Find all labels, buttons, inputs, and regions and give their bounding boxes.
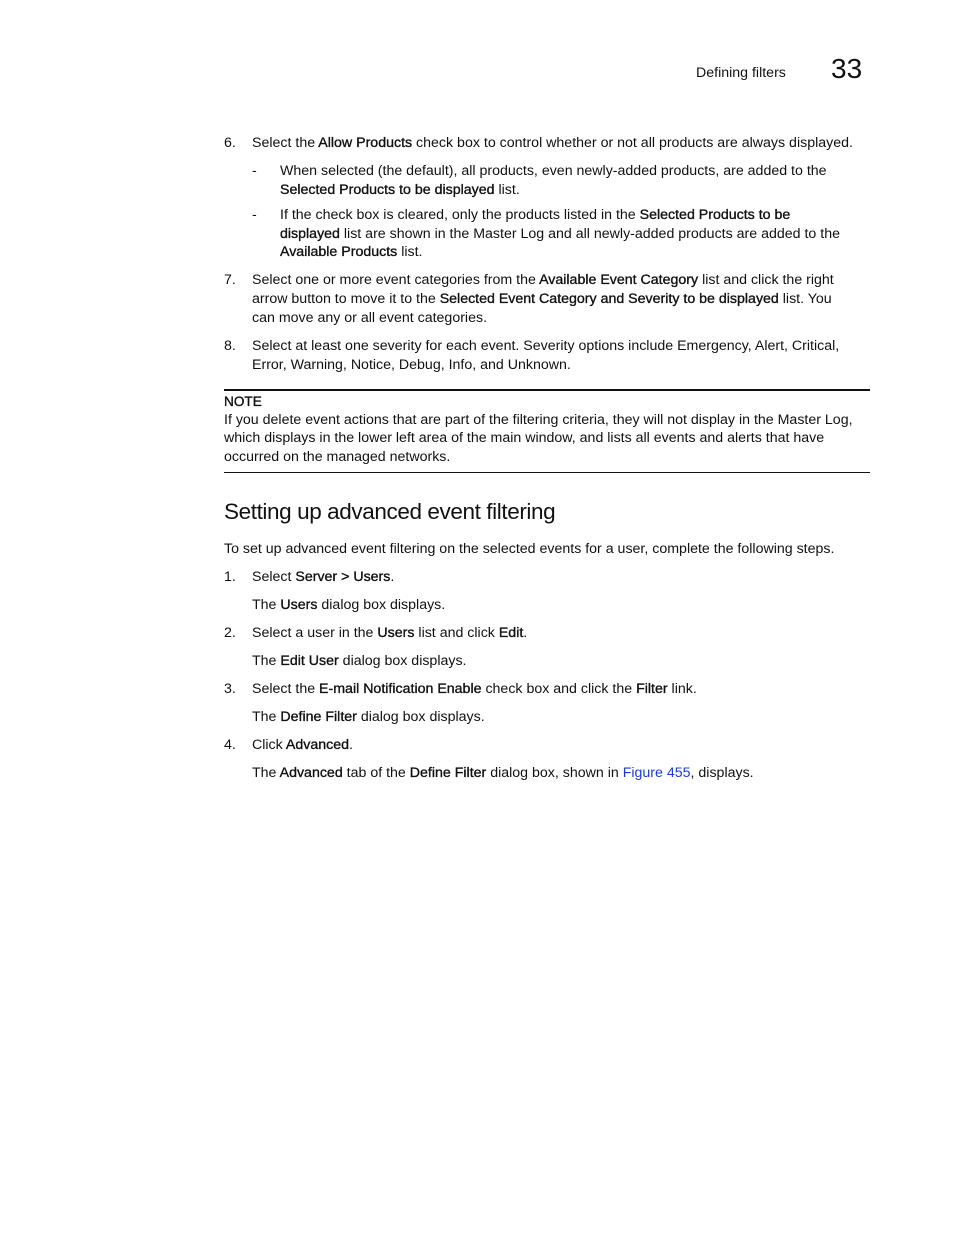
running-header-section-title: Defining filters bbox=[696, 65, 786, 81]
step-result: The Advanced tab of the Define Filter dialog box, shown in Figure 455, displays. bbox=[252, 765, 754, 781]
note-text: occurred on the managed networks. bbox=[224, 449, 451, 465]
note-title: NOTE bbox=[224, 394, 262, 409]
chapter-number: 33 bbox=[831, 53, 863, 84]
step-text: Select one or more event categories from the Available Event Category list and click the right bbox=[252, 272, 834, 288]
note-text: If you delete event actions that are part of the filtering criteria, they will not display in the Master Log, bbox=[224, 412, 853, 428]
step-number: 3. bbox=[224, 681, 236, 697]
step-number: 2. bbox=[224, 625, 236, 641]
step-number: 4. bbox=[224, 737, 236, 753]
bullet-text: When selected (the default), all products, even newly-added products, are added to the bbox=[280, 163, 827, 179]
step-text: Select the Allow Products check box to control whether or not all products are always displayed. bbox=[252, 135, 853, 151]
step-text: Select a user in the Users list and click Edit. bbox=[252, 625, 528, 641]
bullet-text: displayed list are shown in the Master Log and all newly-added products are added to the bbox=[280, 226, 840, 242]
step-result: The Users dialog box displays. bbox=[252, 597, 446, 613]
note-text: which displays in the lower left area of the main window, and lists all events and alerts that have bbox=[224, 430, 825, 446]
step-number: 7. bbox=[224, 272, 236, 288]
bullet-dash: - bbox=[252, 207, 257, 223]
bullet-text: If the check box is cleared, only the products listed in the Selected Products to be bbox=[280, 207, 791, 223]
bullet-text: Available Products list. bbox=[280, 244, 423, 260]
bullet-dash: - bbox=[252, 163, 257, 179]
section-heading: Setting up advanced event filtering bbox=[224, 499, 556, 524]
note-bottom-rule bbox=[224, 472, 870, 473]
step-text: Select the E-mail Notification Enable check box and click the Filter link. bbox=[252, 681, 697, 697]
note-top-rule bbox=[224, 389, 870, 391]
figure-link[interactable]: Figure 455 bbox=[622, 765, 691, 781]
step-text: Error, Warning, Notice, Debug, Info, and Unknown. bbox=[252, 357, 571, 373]
step-result: The Edit User dialog box displays. bbox=[252, 653, 467, 669]
step-result: The Define Filter dialog box displays. bbox=[252, 709, 485, 725]
step-text: arrow button to move it to the Selected Event Category and Severity to be displayed list. You bbox=[252, 291, 832, 307]
step-text: Select at least one severity for each event. Severity options include Emergency, Alert, Critical, bbox=[252, 338, 840, 354]
step-text: Select Server > Users. bbox=[252, 569, 395, 585]
bullet-text: Selected Products to be displayed list. bbox=[280, 182, 520, 198]
step-number: 8. bbox=[224, 338, 236, 354]
step-number: 6. bbox=[224, 135, 236, 151]
section-intro: To set up advanced event filtering on the selected events for a user, complete the following steps. bbox=[224, 541, 835, 557]
step-text: Click Advanced. bbox=[252, 737, 353, 753]
step-text: can move any or all event categories. bbox=[252, 310, 488, 326]
step-number: 1. bbox=[224, 569, 236, 585]
